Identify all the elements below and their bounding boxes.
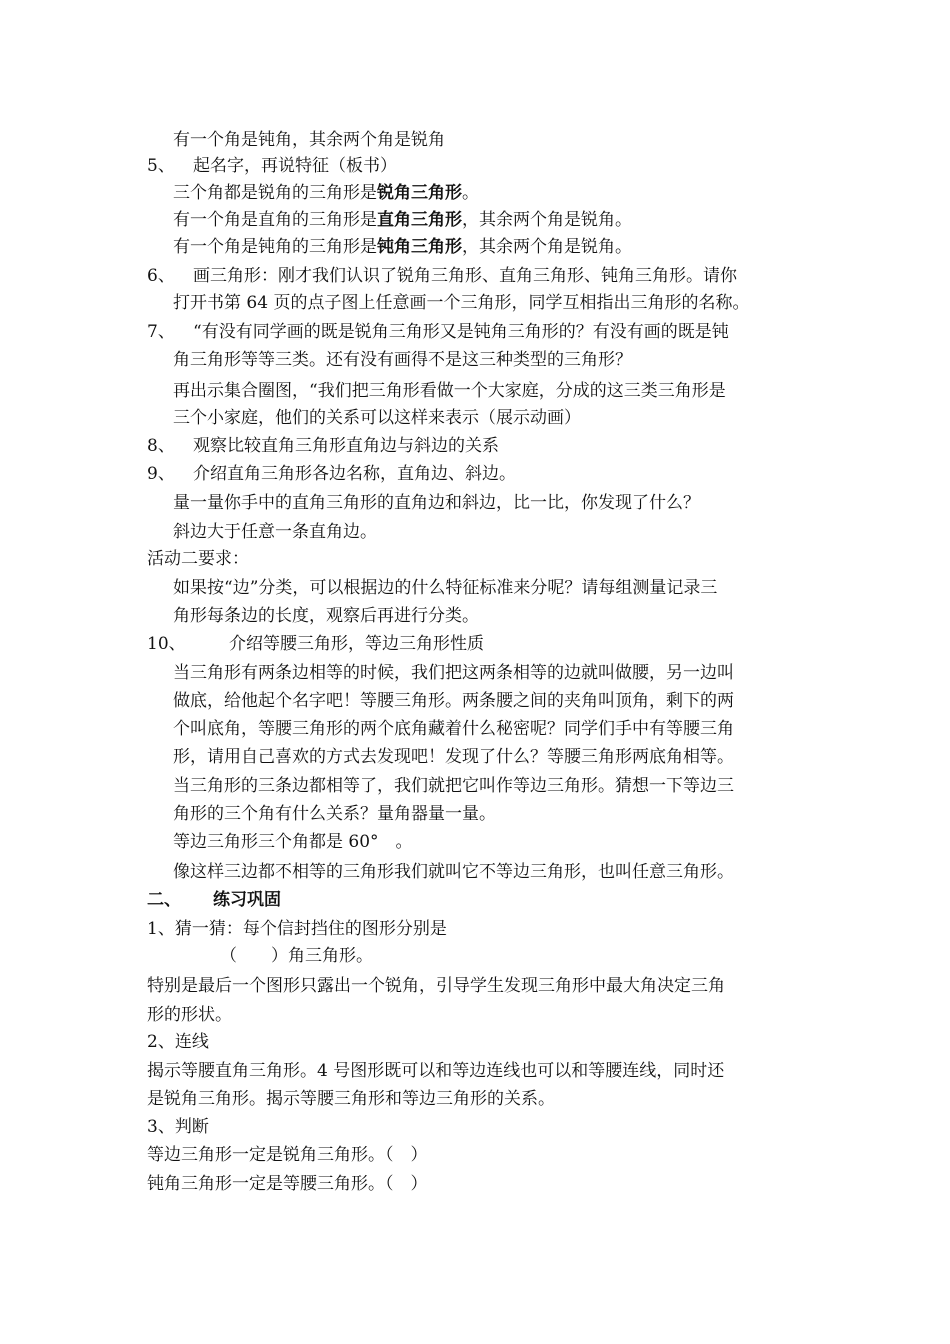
text-line: 是锐角三角形。揭示等腰三角形和等边三角形的关系。	[147, 1089, 555, 1109]
text-line: 个叫底角，等腰三角形的两个底角藏着什么秘密呢？同学们手中有等腰三角	[173, 719, 734, 739]
text-line: 特别是最后一个图形只露出一个锐角，引导学生发现三角形中最大角决定三角	[147, 976, 725, 996]
text-line: 有一个角是钝角，其余两个角是锐角	[173, 130, 445, 150]
text-line: 三个小家庭，他们的关系可以这样来表示（展示动画）	[173, 408, 581, 428]
text-line: 当三角形有两条边相等的时候，我们把这两条相等的边就叫做腰，另一边叫	[173, 663, 734, 683]
text-line: 等边三角形一定是锐角三角形。（ ）	[147, 1145, 428, 1165]
text-line: 斜边大于任意一条直角边。	[173, 522, 377, 542]
text-line: 三个角都是锐角的三角形是锐角三角形。	[173, 183, 479, 203]
item-number: 9、	[147, 464, 175, 484]
text-line: 活动二要求：	[147, 549, 249, 569]
bold-term: 锐角三角形	[377, 183, 462, 203]
item-number: 10、	[147, 634, 186, 654]
section-number: 二、	[147, 890, 181, 910]
text-line: 揭示等腰直角三角形。4 号图形既可以和等边连线也可以和等腰连线，同时还	[147, 1061, 725, 1081]
text-line: 有一个角是钝角的三角形是钝角三角形，其余两个角是锐角。	[173, 237, 632, 257]
text-line: 钝角三角形一定是等腰三角形。（ ）	[147, 1174, 428, 1194]
list-item-6: 6、 画三角形：刚才我们认识了锐角三角形、直角三角形、钝角三角形。请你	[147, 266, 737, 286]
text-line: 3、判断	[147, 1117, 209, 1137]
section-heading: 二、 练习巩固	[147, 890, 281, 910]
text-line: 等边三角形三个角都是 60° 。	[173, 832, 413, 852]
text-line: 有一个角是直角的三角形是直角三角形，其余两个角是锐角。	[173, 210, 632, 230]
text-line: 如果按“边”分类，可以根据边的什么特征标准来分呢？请每组测量记录三	[173, 578, 718, 598]
text-line: 像这样三边都不相等的三角形我们就叫它不等边三角形，也叫任意三角形。	[173, 862, 734, 882]
list-item-5: 5、 起名字，再说特征（板书）	[147, 156, 397, 176]
item-number: 7、	[147, 322, 175, 342]
text-line: 再出示集合圈图，“我们把三角形看做一个大家庭，分成的这三类三角形是	[173, 381, 726, 401]
text-line: 角形的三个角有什么关系？量角器量一量。	[173, 804, 496, 824]
text-line: 形的形状。	[147, 1005, 232, 1025]
list-item-8: 8、 观察比较直角三角形直角边与斜边的关系	[147, 436, 499, 456]
list-item-10: 10、 介绍等腰三角形，等边三角形性质	[147, 634, 484, 654]
text-line: 做底，给他起个名字吧！等腰三角形。两条腰之间的夹角叫顶角，剩下的两	[173, 691, 734, 711]
text-line: 当三角形的三条边都相等了，我们就把它叫作等边三角形。猜想一下等边三	[173, 776, 734, 796]
text-line: 角形每条边的长度，观察后再进行分类。	[173, 606, 479, 626]
item-number: 6、	[147, 266, 175, 286]
text-line: 1、猜一猜：每个信封挡住的图形分别是	[147, 919, 447, 939]
text-line: 2、连线	[147, 1032, 209, 1052]
list-item-7: 7、 “有没有同学画的既是锐角三角形又是钝角三角形的？有没有画的既是钝	[147, 322, 729, 342]
bold-term: 直角三角形	[377, 210, 462, 230]
text-line: （ ）角三角形。	[220, 946, 373, 966]
item-number: 5、	[147, 156, 175, 176]
text-line: 形，请用自己喜欢的方式去发现吧！发现了什么？等腰三角形两底角相等。	[173, 747, 734, 767]
item-number: 8、	[147, 436, 175, 456]
bold-term: 钝角三角形	[377, 237, 462, 257]
list-item-9: 9、 介绍直角三角形各边名称，直角边、斜边。	[147, 464, 516, 484]
text-line: 角三角形等等三类。还有没有画得不是这三种类型的三角形？	[173, 350, 632, 370]
text-line: 量一量你手中的直角三角形的直角边和斜边，比一比，你发现了什么？	[173, 493, 700, 513]
text-line: 打开书第 64 页的点子图上任意画一个三角形，同学互相指出三角形的名称。	[173, 293, 750, 313]
